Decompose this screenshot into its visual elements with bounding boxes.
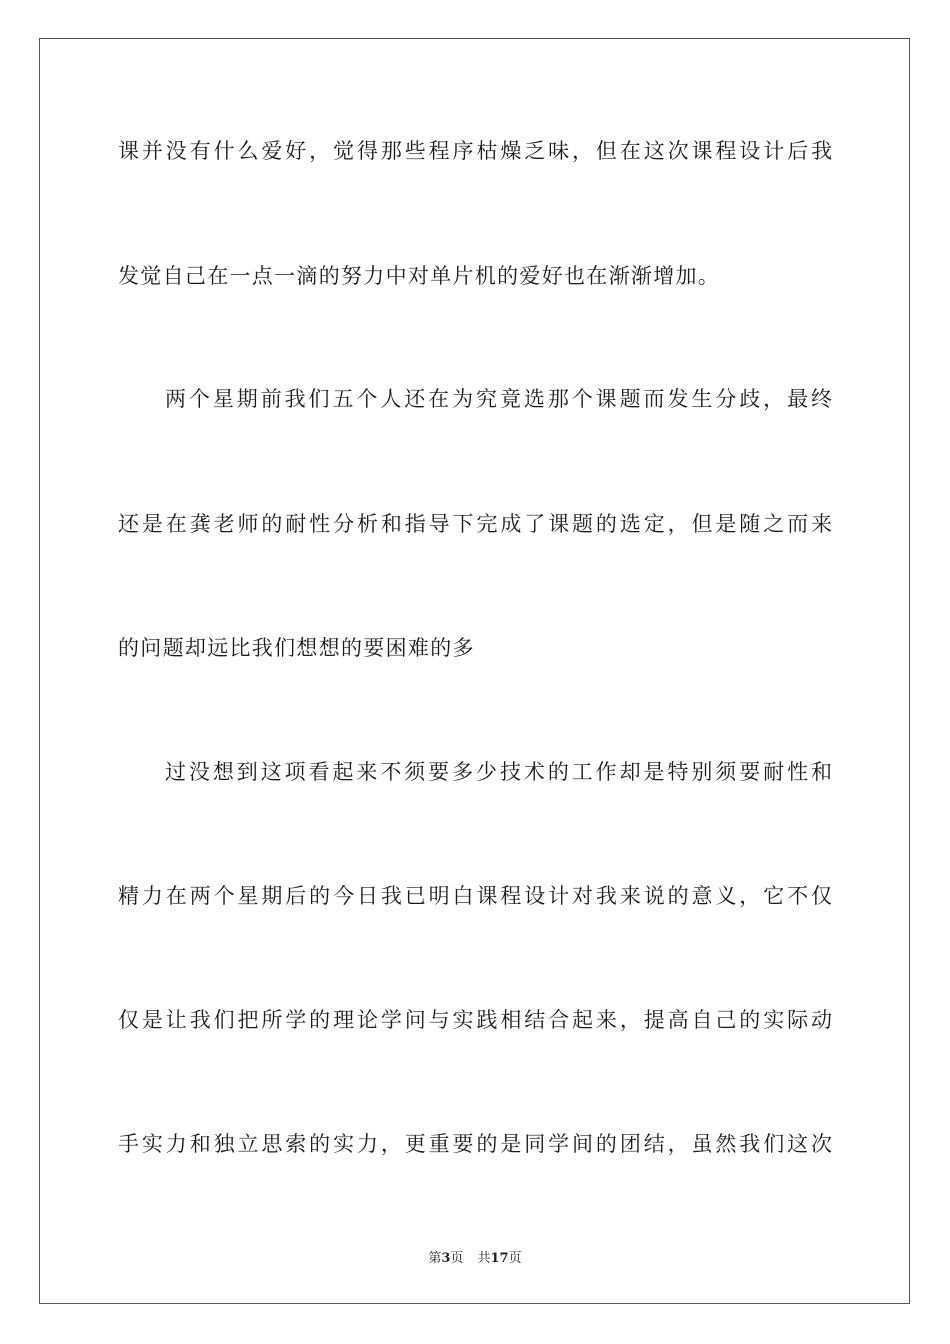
- body-line-5: 的问题却远比我们想想的要困难的多: [118, 636, 475, 660]
- body-line-6: 过没想到这项看起来不须要多少技术的工作却是特别须要耐性和: [165, 760, 832, 784]
- page-suffix: 页: [450, 1251, 464, 1266]
- total-pages: 17: [490, 1251, 509, 1266]
- body-line-2: 发觉自己在一点一滴的努力中对单片机的爱好也在渐渐增加。: [118, 264, 721, 288]
- body-line-8: 仅是让我们把所学的理论学问与实践相结合起来，提高自己的实际动: [118, 1008, 832, 1032]
- total-suffix: 页: [508, 1251, 522, 1266]
- total-prefix: 共: [477, 1251, 491, 1266]
- body-line-1: 课并没有什么爱好，觉得那些程序枯燥乏味，但在这次课程设计后我: [118, 139, 832, 163]
- page-footer: [0, 1247, 950, 1266]
- body-line-7: 精力在两个星期后的今日我已明白课程设计对我来说的意义，它不仅: [118, 884, 832, 908]
- body-line-4: 还是在龚老师的耐性分析和指导下完成了课题的选定，但是随之而来: [118, 512, 832, 536]
- body-line-3: 两个星期前我们五个人还在为究竟选那个课题而发生分歧，最终: [165, 387, 832, 411]
- page-number: 3: [441, 1251, 451, 1266]
- page-border: [39, 38, 910, 1304]
- page-prefix: 第: [428, 1251, 442, 1266]
- body-line-9: 手实力和独立思索的实力，更重要的是同学间的团结，虽然我们这次: [118, 1132, 832, 1156]
